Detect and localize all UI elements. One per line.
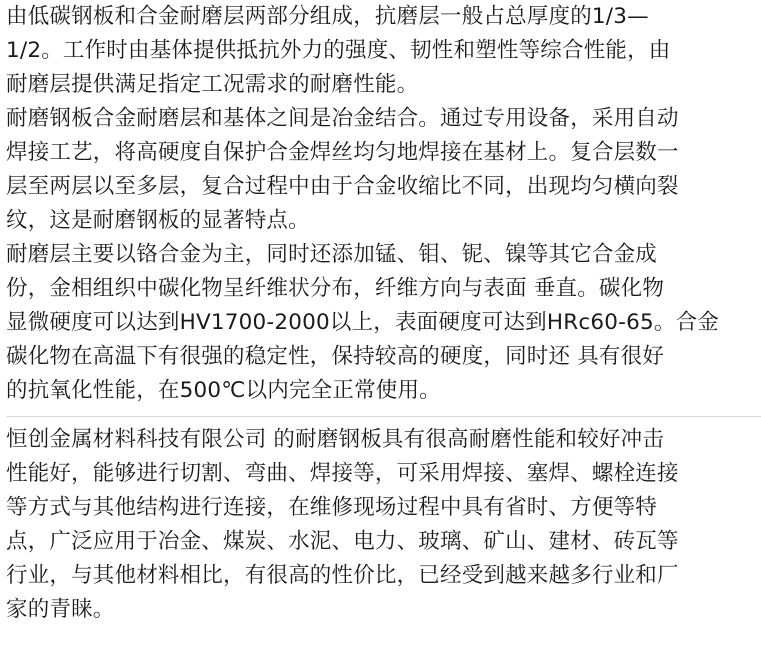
text-line: 的抗氧化性能，在500℃以内完全正常使用。: [6, 378, 441, 403]
text-line: 焊接工艺，将高硬度自保护合金焊丝均匀地焊接在基材上。复合层数一: [6, 140, 679, 165]
text-line: 点，广泛应用于冶金、煤炭、水泥、电力、玻璃、矿山、建材、砖瓦等: [6, 529, 679, 554]
text-line: 家的青睐。: [6, 597, 115, 622]
text-line: 耐磨钢板合金耐磨层和基体之间是冶金结合。通过专用设备，采用自动: [6, 106, 679, 131]
text-line: 性能好，能够进行切割、弯曲、焊接等，可采用焊接、塞焊、螺栓连接: [6, 461, 679, 486]
paragraph-composition: [6, 0, 761, 102]
text-line: 等方式与其他结构进行连接，在维修现场过程中具有省时、方便等特: [6, 495, 658, 520]
text-line: 由低碳钢板和合金耐磨层两部分组成，抗磨层一般占总厚度的1/3—: [6, 4, 649, 29]
section-divider: [6, 416, 761, 417]
paragraph-company-applications: [6, 423, 761, 627]
text-line: 行业，与其他材料相比，有很高的性价比，已经受到越来越多行业和厂: [6, 563, 679, 588]
text-line: 碳化物在高温下有很强的稳定性，保持较高的硬度，同时还 具有很好: [6, 344, 665, 369]
text-line: 纹，这是耐磨钢板的显著特点。: [6, 208, 310, 233]
paragraph-metallurgical-bond: [6, 102, 761, 238]
text-line: 耐磨层提供满足指定工况需求的耐磨性能。: [6, 72, 419, 97]
text-line: 层至两层以至多层，复合过程中由于合金收缩比不同，出现均匀横向裂: [6, 174, 679, 199]
text-line: 耐磨层主要以铬合金为主，同时还添加锰、钼、铌、镍等其它合金成: [6, 242, 658, 267]
paragraph-alloy-hardness: [6, 238, 761, 408]
text-line: 1/2。工作时由基体提供抵抗外力的强度、韧性和塑性等综合性能，由: [6, 38, 671, 63]
text-line: 份，金相组织中碳化物呈纤维状分布，纤维方向与表面 垂直。碳化物: [6, 276, 665, 301]
text-line: 显微硬度可以达到HV1700-2000以上，表面硬度可达到HRc60-65。合金: [6, 310, 719, 335]
text-line: 恒创金属材料科技有限公司 的耐磨钢板具有很高耐磨性能和较好冲击: [6, 427, 665, 452]
